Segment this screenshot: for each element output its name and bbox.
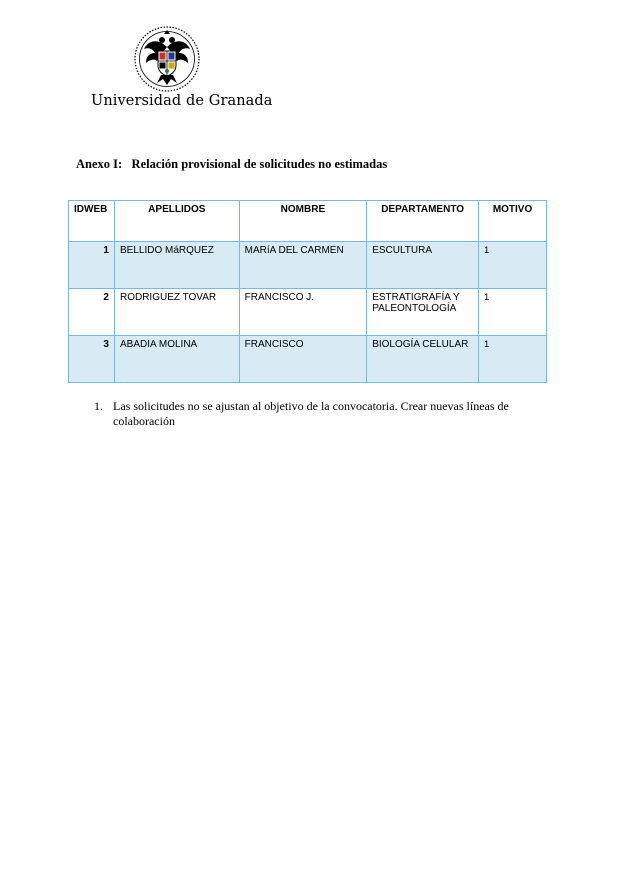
note-number: 1. xyxy=(94,399,103,413)
university-coat-of-arms-icon xyxy=(133,25,201,93)
cell-idweb: 1 xyxy=(69,242,115,289)
note-text: Las solicitudes no se ajustan al objetivo de la convocatoria. Crear nuevas líneas de colaboración xyxy=(113,399,509,428)
university-name: Universidad de Granada xyxy=(91,93,273,109)
table-header-row xyxy=(69,201,547,242)
cell-nombre: FRANCISCO J. xyxy=(239,289,367,336)
cell-nombre: FRANCISCO xyxy=(239,336,367,383)
cell-nombre: MARíA DEL CARMEN xyxy=(239,242,367,289)
cell-motivo: 1 xyxy=(479,242,547,289)
table-row xyxy=(69,336,547,383)
notes-list xyxy=(94,399,534,429)
column-header-motivo: MOTIVO xyxy=(479,201,547,242)
cell-motivo: 1 xyxy=(479,336,547,383)
cell-apellidos: ABADIA MOLINA xyxy=(114,336,239,383)
list-item xyxy=(94,399,534,429)
cell-motivo: 1 xyxy=(479,289,547,336)
cell-apellidos: RODRIGUEZ TOVAR xyxy=(114,289,239,336)
column-header-nombre: NOMBRE xyxy=(239,201,367,242)
cell-apellidos: BELLIDO MáRQUEZ xyxy=(114,242,239,289)
table-row xyxy=(69,242,547,289)
table-row xyxy=(69,289,547,336)
annex-heading: Anexo I: Relación provisional de solicitudes no estimadas xyxy=(76,157,388,171)
cell-departamento: BIOLOGÍA CELULAR xyxy=(367,336,479,383)
cell-idweb: 2 xyxy=(69,289,115,336)
cell-departamento: ESTRATIGRAFÍA Y PALEONTOLOGÍA xyxy=(367,289,479,336)
column-header-idweb: IDWEB xyxy=(69,201,115,242)
column-header-departamento: DEPARTAMENTO xyxy=(367,201,479,242)
applications-table xyxy=(68,200,547,383)
cell-departamento: ESCULTURA xyxy=(367,242,479,289)
cell-idweb: 3 xyxy=(69,336,115,383)
column-header-apellidos: APELLIDOS xyxy=(114,201,239,242)
